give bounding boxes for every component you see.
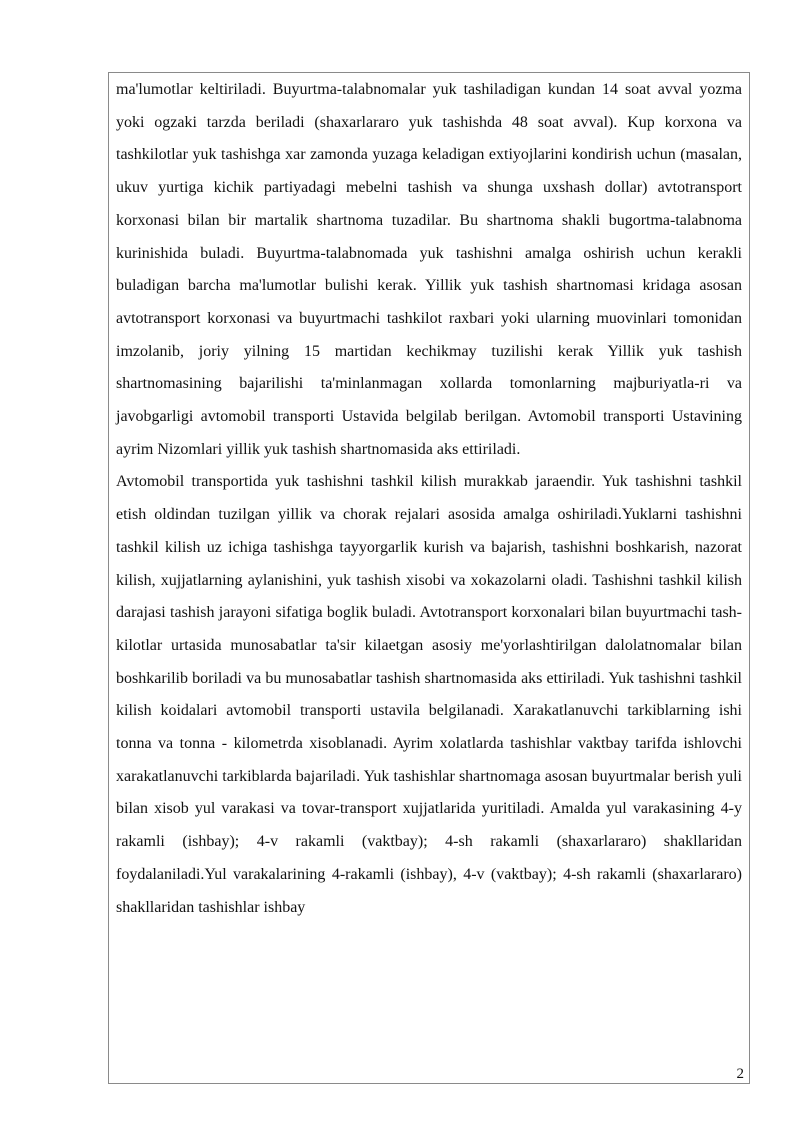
paragraph-1: ma'lumotlar keltiriladi. Buyurtma-talabnomalar yuk tashiladigan kundan 14 soat avval yozma yoki ogzaki tarzda beriladi (shaxarlararo yuk tashishda 48 soat avval). Kup korxona va tashkilotlar yuk tashishga xar zamonda yuzaga keladigan extiyojlarini kondirish uchun (masalan, ukuv yurtiga kichik partiyadagi mebelni tashish va shunga uxshash dollar) avtotransport korxonasi bilan bir martalik shartnoma tuzadilar. Bu shartnoma shakli bugortma-talabnoma kurinishida buladi. Buyurtma-talabnomada yuk tashishni amalga oshirish uchun kerakli buladigan barcha ma'lumotlar bulishi kerak. Yillik yuk tashish shartnomasi kridaga asosan avtotransport korxonasi va buyurtmachi tashkilot raxbari yoki ularning muovinlari tomonidan imzolanib, joriy yilning 15 martidan kechikmay tuzilishi kerak Yillik yuk tashish shartnomasining bajarilishi ta'minlanmagan xollarda tomonlarning majburiyatla-ri va javobgarligi avtomobil transporti Ustavida belgilab berilgan. Avtomobil transporti Ustavining ayrim Nizomlari yillik yuk tashish shartnomasida aks ettiriladi. bbox=[116, 81, 742, 458]
paragraph-2: Avtomobil transportida yuk tashishni tashkil kilish murakkab jaraendir. Yuk tashishni tashkil etish oldindan tuzilgan yillik va chorak rejalari asosida amalga oshiriladi.Yuklarni tashishni tashkil kilish uz ichiga tashishga tayyorgarlik kurish va bajarish, tashishni boshkarish, nazorat kilish, xujjatlarning aylanishini, yuk tashish xisobi va xokazolarni oladi. Tashishni tashkil kilish darajasi tashish jarayoni sifatiga boglik buladi. Avtotransport korxonalari bilan buyurtmachi tash-kilotlar urtasida munosabatlar ta'sir kilaetgan asosiy me'yorlashtirilgan dalolatnomalar bilan boshkarilib boriladi va bu munosabatlar tashish shartnomasida aks ettiriladi. Yuk tashishni tashkil kilish koidalari avtomobil transporti ustavila belgilanadi. Xarakatlanuvchi tarkiblarning ishi tonna va tonna - kilometrda xisoblanadi. Ayrim xolatlarda tashishlar vaktbay tarifda ishlovchi xarakatlanuvchi tarkiblarda bajariladi. Yuk tashishlar shartnomaga asosan buyurtmalar berish yuli bilan xisob yul varakasi va tovar-transport xujjatlarida yuritiladi. Amalda yul varakasining 4-y rakamli (ishbay); 4-v rakamli (vaktbay); 4-sh rakamli (shaxarlararo) shakllaridan foydalaniladi.Yul varakalarining 4-rakamli (ishbay), 4-v (vaktbay); 4-sh rakamli (shaxarlararo) shakllaridan tashishlar ishbay bbox=[116, 473, 742, 916]
page-number: 2 bbox=[736, 1066, 744, 1082]
document-body bbox=[116, 74, 742, 924]
